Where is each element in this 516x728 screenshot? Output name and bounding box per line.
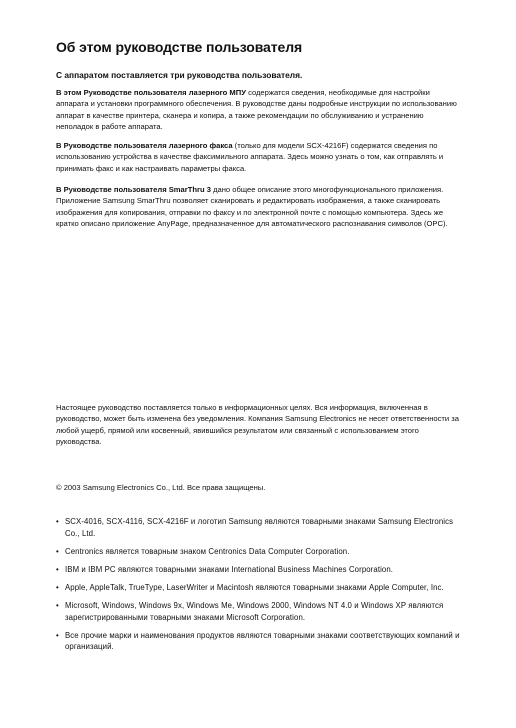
document-page (56, 0, 461, 728)
paragraph-mfp-guide (56, 87, 461, 133)
bullet-icon: • (56, 546, 59, 556)
bullet-icon: • (56, 517, 59, 526)
paragraph-lead: В Руководстве пользователя лазерного факса (56, 141, 233, 150)
bullet-icon: • (56, 630, 59, 640)
list-item (56, 630, 461, 653)
trademark-text: Microsoft, Windows, Windows 9x, Windows Me, Windows 2000, Windows NT 4.0 и Windows XP являются зарегистрированными товарными знаками Microsoft Corporation. (65, 600, 444, 622)
paragraph-lead: В Руководстве пользователя SmarThru 3 (56, 185, 211, 194)
trademark-text: Все прочие марки и наименования продуктов являются товарными знаками соответствующих компаний и организаций. (65, 630, 460, 652)
list-item (56, 516, 461, 539)
page-subtitle: С аппаратом поставляется три руководства пользователя. (56, 70, 303, 80)
list-item (56, 600, 461, 623)
paragraph-body: содержатся сведения, необходимые для настройки аппарата и установки программного обеспечения. В руководстве даны подробные инструкции по использованию аппарат в качестве принтера, сканера и копира, а также рекомендации по обслуживанию и устранению неполадок в работе аппарата. (56, 88, 457, 132)
trademark-list (56, 516, 461, 659)
trademark-text: Apple, AppleTalk, TrueType, LaserWriter и Macintosh являются товарными знаками Apple Computer, Inc. (65, 582, 444, 592)
page-title: Об этом руководстве пользователя (56, 39, 303, 55)
bullet-icon: • (56, 582, 59, 592)
bullet-icon: • (56, 600, 59, 610)
list-item (56, 582, 461, 594)
copyright-line: © 2003 Samsung Electronics Co., Ltd. Все права защищены. (56, 483, 266, 492)
legal-notice: Настоящее руководство поставляется только в информационных целях. Вся информация, включенная в руководство, может быть изменена без уведомления. Компания Samsung Electronics не несет ответственности за любой ущерб, прямой или косвенный, явившийся результатом или связанный с использованием этого руководства. (56, 403, 459, 447)
list-item (56, 564, 461, 576)
trademark-text: Centronics является товарным знаком Centronics Data Computer Corporation. (65, 546, 350, 556)
bullet-icon: • (56, 564, 59, 574)
paragraph-fax-guide (56, 140, 461, 174)
paragraph-body: (только для модели SCX-4216F) содержатся сведения по использованию устройства в качестве факсимильного аппарата. Здесь можно узнать о том, как отправлять и принимать факс и как настраивать параметры факса. (56, 141, 444, 173)
trademark-text: IBM и IBM PC являются товарными знаками International Business Machines Corporation. (65, 564, 394, 574)
paragraph-lead: В этом Руководстве пользователя лазерного МПУ (56, 88, 246, 97)
list-item (56, 546, 461, 558)
paragraph-smarthru-guide (56, 184, 461, 230)
trademark-text: SCX-4016, SCX-4116, SCX-4216F и логотип Samsung являются товарными знаками Samsung Electronics Co., Ltd. (65, 517, 454, 538)
paragraph-body: дано общее описание этого многофункционального приложения. Приложение Samsung SmarThru позволяет сканировать и редактировать изображения, а также сканировать изображения для копирования, отправки по факсу и по электронной почте с помощью компьютера. Здесь же кратко описано приложение AnyPage, предназначенное для автоматического распознавания символов (OPC). (56, 185, 448, 229)
